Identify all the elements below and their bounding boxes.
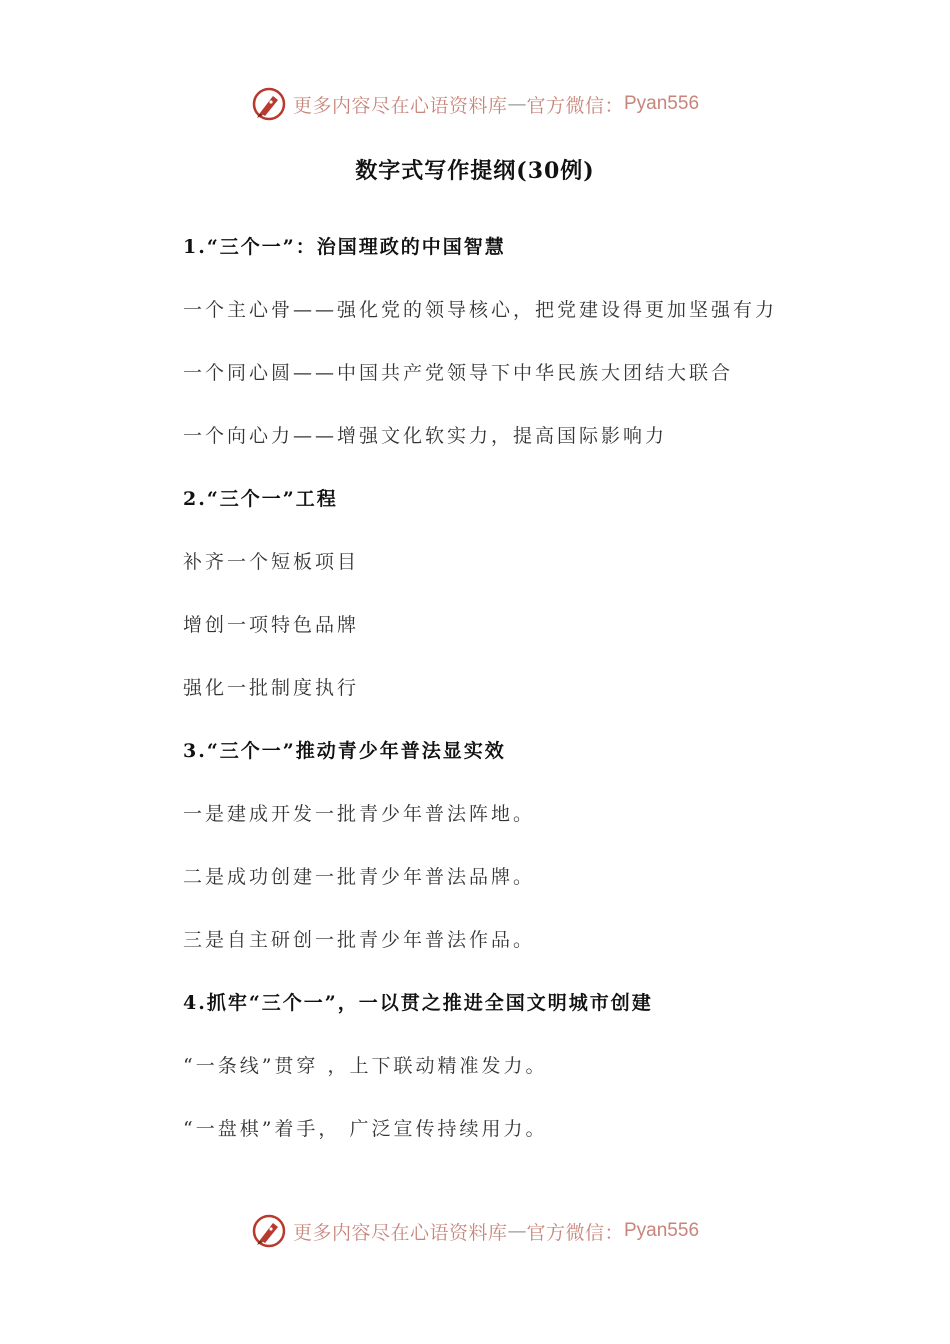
banner-official-text: 官方微信： bbox=[526, 1221, 624, 1244]
list-item: 补齐一个短板项目 bbox=[183, 551, 360, 573]
list-item: 一个向心力——增强文化软实力，提高国际影响力 bbox=[183, 425, 668, 447]
footer-banner bbox=[0, 1211, 950, 1251]
banner-wechat-id: Pyan556 bbox=[624, 93, 700, 114]
document-title: 数字式写作提纲(30例) bbox=[355, 158, 595, 184]
section-heading-4: 4.抓牢“三个一”，一以贯之推进全国文明城市创建 bbox=[183, 992, 653, 1014]
list-item: 一个主心骨——强化党的领导核心，把党建设得更加坚强有力 bbox=[183, 299, 778, 321]
list-item: 强化一批制度执行 bbox=[183, 677, 360, 699]
banner-main-text: 更多内容尽在心语资料库 bbox=[292, 94, 508, 117]
list-item: 一是建成开发一批青少年普法阵地。 bbox=[183, 803, 536, 825]
banner-wechat-id: Pyan556 bbox=[624, 1220, 700, 1241]
banner-separator: — bbox=[507, 93, 527, 115]
list-item: 三是自主研创一批青少年普法作品。 bbox=[183, 929, 536, 951]
document-body bbox=[183, 214, 883, 1159]
header-banner bbox=[0, 84, 950, 124]
list-item: 一个同心圆——中国共产党领导下中华民族大团结大联合 bbox=[183, 362, 734, 384]
list-item: “一盘棋”着手， 广泛宣传持续用力。 bbox=[183, 1118, 548, 1140]
pen-nib-logo-icon bbox=[251, 1213, 287, 1249]
section-heading-1: 1.“三个一”：治国理政的中国智慧 bbox=[183, 236, 506, 258]
list-item: 增创一项特色品牌 bbox=[183, 614, 360, 636]
banner-official-text: 官方微信： bbox=[526, 94, 624, 117]
pen-nib-logo-icon bbox=[251, 86, 287, 122]
banner-separator: — bbox=[507, 1220, 527, 1242]
banner-main-text: 更多内容尽在心语资料库 bbox=[292, 1221, 508, 1244]
list-item: 二是成功创建一批青少年普法品牌。 bbox=[183, 866, 536, 888]
section-heading-3: 3.“三个一”推动青少年普法显实效 bbox=[183, 740, 506, 762]
list-item: “一条线”贯穿 ，上下联动精准发力。 bbox=[183, 1055, 548, 1077]
section-heading-2: 2.“三个一”工程 bbox=[183, 488, 338, 510]
